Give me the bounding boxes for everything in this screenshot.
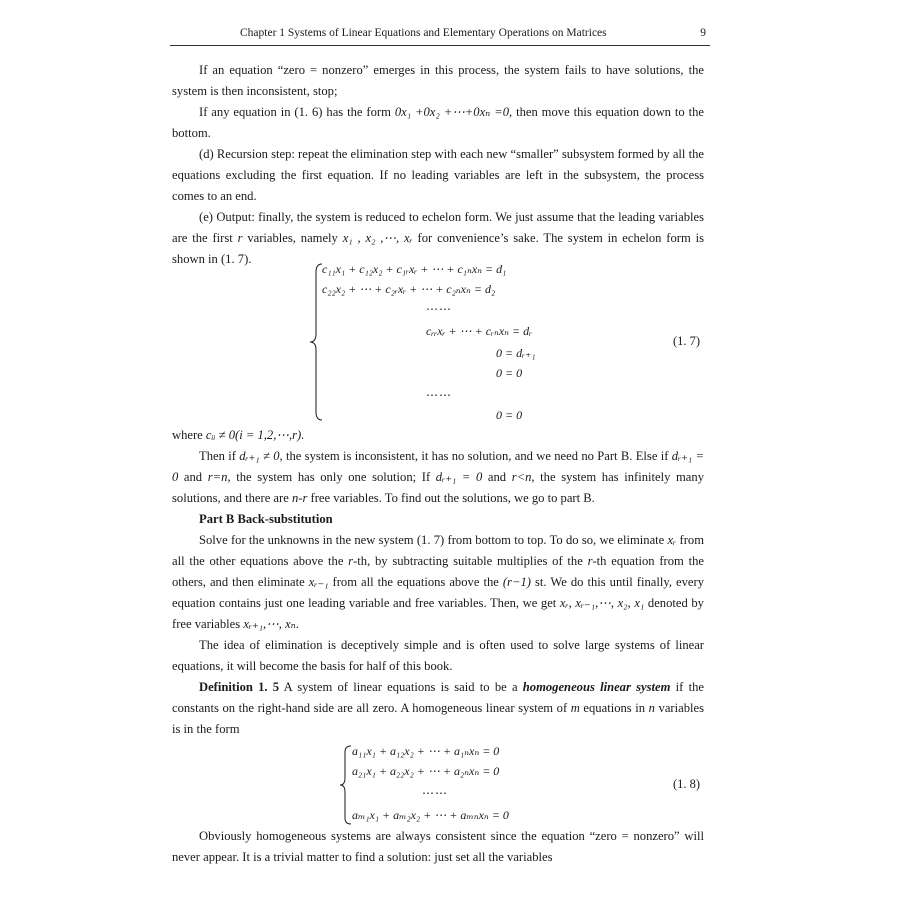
running-header bbox=[170, 27, 710, 45]
echelon-system-17 bbox=[322, 262, 582, 422]
paragraph-back-substitution: Solve for the unknowns in the new system (1. 7) from bottom to top. To do so, we eliminate xᵣ from all the other equations above the r-th, by subtracting suitable multiplies of the r-th equation from the others, and then eliminate xᵣ₋₁ from all the equations above the (r−1) st. We do this until finally, every equation contains just one leading variable and free variables. Then, we get xᵣ, xᵣ₋₁,⋯, x₂, x₁ denoted by free variables xᵣ₊₁,⋯, xₙ. bbox=[172, 533, 704, 631]
leading-variables-math: x₁ , x₂ ,⋯, xᵣ bbox=[342, 231, 413, 245]
text-block-middle bbox=[172, 425, 704, 740]
paragraph-elimination-idea: The idea of elimination is deceptively simple and is often used to solve large systems of linear equations, it will become the basis for half of this book. bbox=[172, 638, 704, 673]
header-rule bbox=[170, 45, 710, 46]
definition-1-5: Definition 1. 5 A system of linear equations is said to be a homogeneous linear system if the constants on the right-hand side are all zero. A homogeneous linear system of m equations in n variables is in the form bbox=[172, 680, 704, 736]
paragraph-homogeneous-consistent: Obviously homogeneous systems are always consistent since the equation “zero = nonzero” will never appear. It is a trivial matter to find a solution: just set all the variables bbox=[172, 829, 704, 864]
ellipsis-row: ⋯⋯ bbox=[426, 302, 452, 316]
paragraph-inconsistent: If an equation “zero = nonzero” emerges in this process, the system fails to have solutions, the system is then inconsistent, stop; bbox=[172, 63, 704, 98]
page-number: 9 bbox=[700, 27, 706, 39]
paragraph-consistency-cases: Then if dᵣ₊₁ ≠ 0, the system is inconsistent, it has no solution, and we need no Part B. Else if dᵣ₊₁ = 0 and r=n, the system has only one solution; If dᵣ₊₁ = 0 and r<n, the system has infinitely many solutions, and there are n-r free variables. To find out the solutions, we go to part B. bbox=[172, 449, 704, 505]
homogeneous-system-18 bbox=[352, 744, 582, 828]
zero-equation-math: 0x₁ +0x₂ +⋯+0xₙ =0 bbox=[394, 105, 509, 119]
paragraph-zero-equation: If any equation in (1. 6) has the form 0x₁ +0x₂ +⋯+0xₙ =0, then move this equation down to the bottom. bbox=[172, 105, 704, 140]
text-block-top bbox=[172, 60, 704, 270]
part-b-heading: Part B Back-substitution bbox=[199, 512, 333, 526]
paragraph-output: (e) Output: finally, the system is reduced to echelon form. We just assume that the leading variables are the first r variables, namely x₁ , x₂ ,⋯, xᵣ for convenience’s sake. The system in echelon form is shown in (1. 7). bbox=[172, 210, 704, 266]
where-clause: where cᵢᵢ ≠ 0(i = 1,2,⋯,r). bbox=[172, 428, 305, 442]
equation-row: 0 = 0 bbox=[496, 408, 523, 422]
equation-row: a₂₁x₁ + a₂₂x₂ + ⋯ + a₂ₙxₙ = 0 bbox=[352, 764, 500, 778]
paragraph-recursion-step: (d) Recursion step: repeat the elimination step with each new “smaller” subsystem formed by all the equations excluding the first equation. If no leading variables are left in the subsystem, the process comes to an end. bbox=[172, 147, 704, 203]
equation-label-17: (1. 7) bbox=[673, 334, 701, 348]
equation-row: aₘ₁x₁ + aₘ₂x₂ + ⋯ + aₘₙxₙ = 0 bbox=[352, 808, 509, 822]
equation-label-18: (1. 8) bbox=[673, 777, 701, 791]
ellipsis-row: ⋯⋯ bbox=[422, 786, 448, 800]
chapter-title: Chapter 1 Systems of Linear Equations and Elementary Operations on Matrices bbox=[240, 27, 607, 39]
equation-row: c₂₂x₂ + ⋯ + c₂ᵣxᵣ + ⋯ + c₂ₙxₙ = d₂ bbox=[322, 282, 496, 296]
text-block-bottom bbox=[172, 826, 704, 868]
equation-row: 0 = dᵣ₊₁ bbox=[496, 346, 536, 360]
equation-row: 0 = 0 bbox=[496, 366, 523, 380]
defined-term: homogeneous linear system bbox=[522, 680, 671, 694]
ellipsis-row: ⋯⋯ bbox=[426, 388, 452, 402]
equation-row: c₁₁x₁ + c₁₂x₂ + c₁ᵣxᵣ + ⋯ + c₁ₙxₙ = d₁ bbox=[322, 262, 507, 276]
definition-label: Definition 1. 5 bbox=[199, 680, 280, 694]
equation-row: a₁₁x₁ + a₁₂x₂ + ⋯ + a₁ₙxₙ = 0 bbox=[352, 744, 500, 758]
equation-row: cᵣᵣxᵣ + ⋯ + cᵣₙxₙ = dᵣ bbox=[426, 324, 533, 338]
